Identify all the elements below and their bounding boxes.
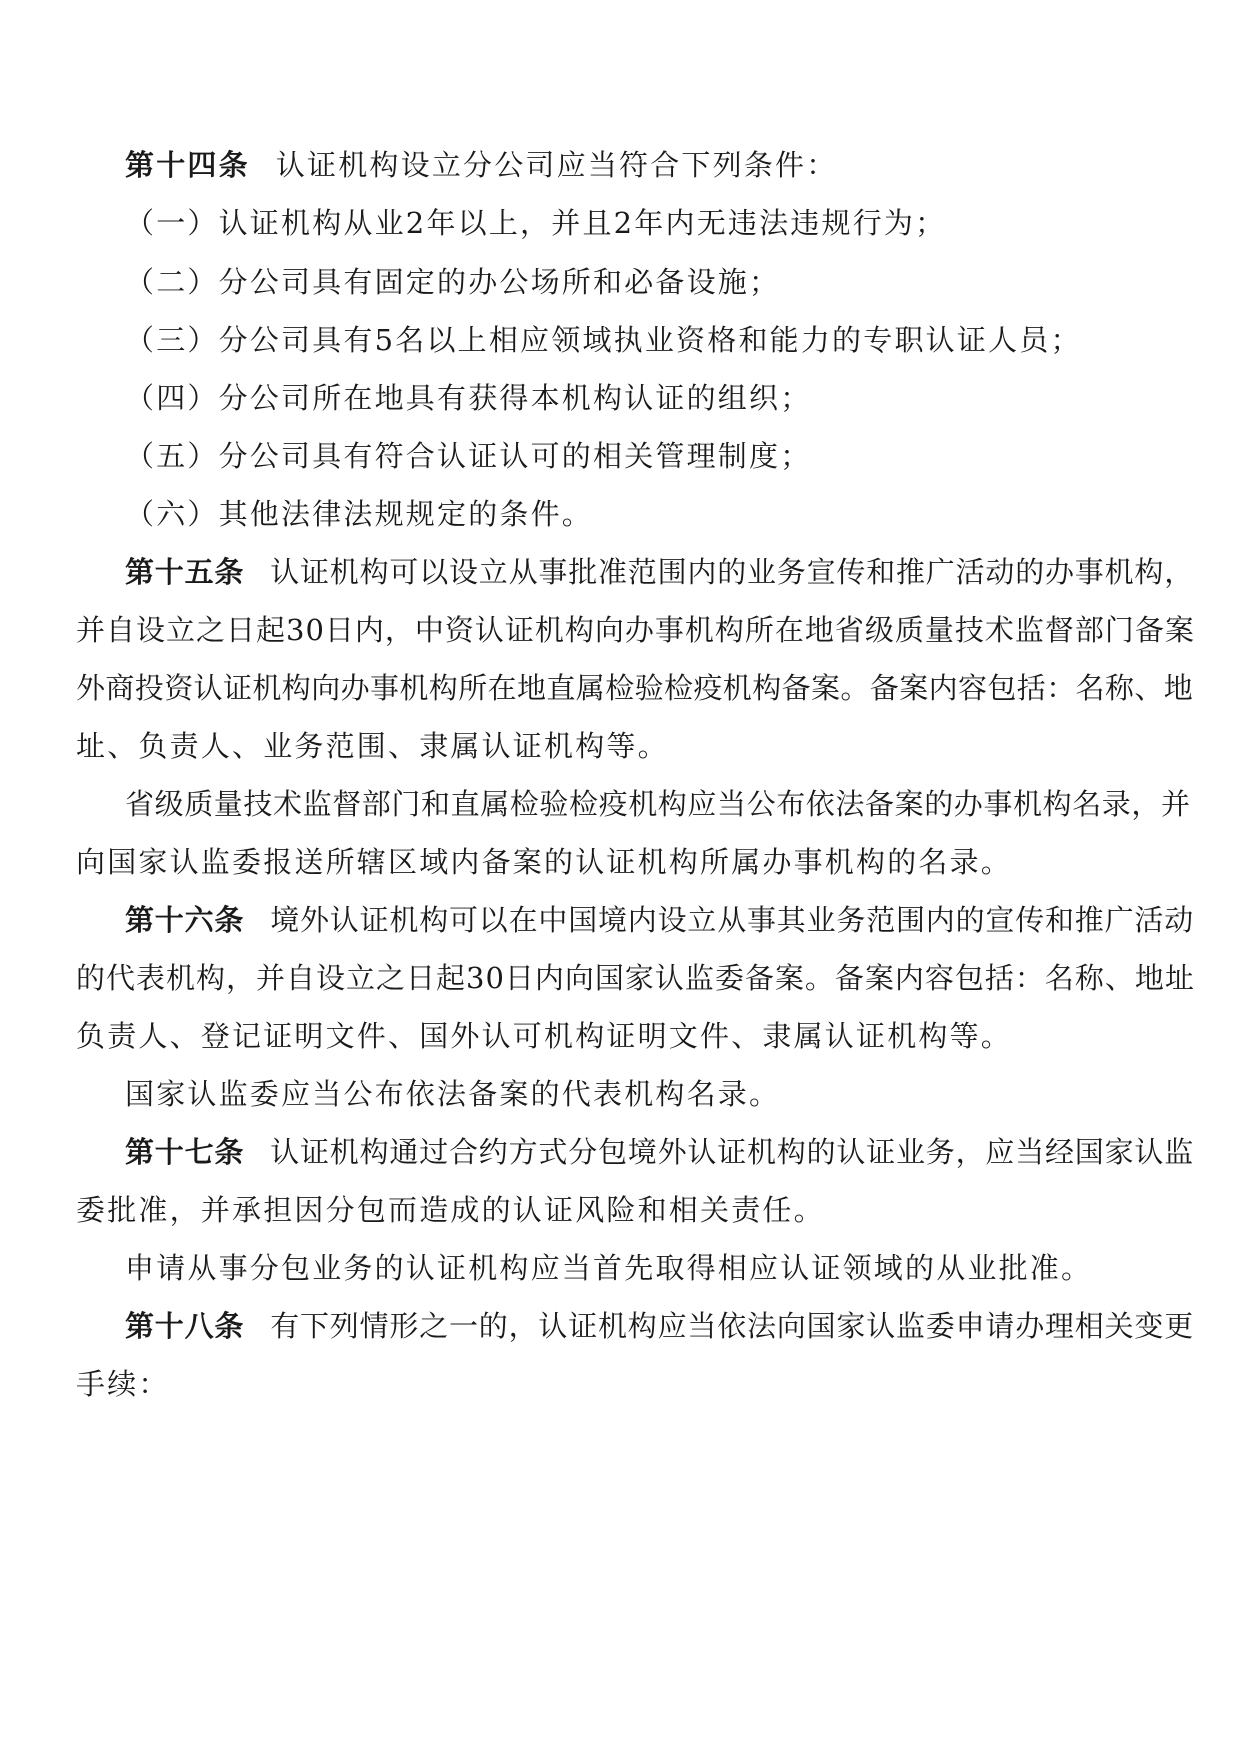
- article-14-item-3: （三）分公司具有5名以上相应领域执业资格和能力的专职认证人员；: [125, 323, 1082, 357]
- article-17-para2: 申请从事分包业务的认证机构应当首先取得相应认证领域的从业批准。: [125, 1251, 1093, 1285]
- article-16-line-2: 的代表机构，并自设立之日起30日内向国家认监委备案。备案内容包括：名称、地址: [76, 961, 1195, 995]
- article-17-heading: 第十七条: [125, 1135, 245, 1169]
- article-17-first-line: [125, 1132, 1194, 1172]
- article-15-line-2: 并自设立之日起30日内，中资认证机构向办事机构所在地省级质量技术监督部门备案: [76, 613, 1195, 647]
- article-15-heading: 第十五条: [125, 555, 245, 589]
- article-16-first-line: [125, 900, 1194, 940]
- article-16-para2: 国家认监委应当公布依法备案的代表机构名录。: [125, 1077, 781, 1111]
- article-17-line-2: 委批准，并承担因分包而造成的认证风险和相关责任。: [76, 1193, 825, 1227]
- article-18-line-2: 手续：: [76, 1367, 170, 1401]
- article-15-line-4: 址、负责人、业务范围、隶属认证机构等。: [76, 729, 669, 763]
- article-15-first-line: [125, 552, 1194, 592]
- article-17-line-1: 认证机构通过合约方式分包境外认证机构的认证业务，应当经国家认监: [270, 1135, 1195, 1169]
- article-15-para2-line-1: 省级质量技术监督部门和直属检验检疫机构应当公布依法备案的办事机构名录，并: [125, 787, 1191, 821]
- article-14-heading: 第十四条: [125, 148, 250, 182]
- article-18-line-1: 有下列情形之一的，认证机构应当依法向国家认监委申请办理相关变更: [270, 1309, 1195, 1343]
- article-18-heading: 第十八条: [125, 1309, 245, 1343]
- article-14-item-5: （五）分公司具有符合认证认可的相关管理制度；: [125, 439, 812, 473]
- article-16-line-3: 负责人、登记证明文件、国外认可机构证明文件、隶属认证机构等。: [76, 1019, 1013, 1053]
- article-14-item-1: （一）认证机构从业2年以上，并且2年内无违法违规行为；: [125, 206, 947, 240]
- article-14-first-line: [125, 145, 837, 185]
- article-15-line-1: 认证机构可以设立从事批准范围内的业务宣传和推广活动的办事机构，: [270, 555, 1195, 589]
- article-15-para2-line-2: 向国家认监委报送所辖区域内备案的认证机构所属办事机构的名录。: [76, 845, 1013, 879]
- article-18-first-line: [125, 1306, 1194, 1346]
- article-16-line-1: 境外认证机构可以在中国境内设立从事其业务范围内的宣传和推广活动: [270, 903, 1195, 937]
- article-14-item-2: （二）分公司具有固定的办公场所和必备设施；: [125, 265, 781, 299]
- article-14-text: 认证机构设立分公司应当符合下列条件：: [275, 148, 838, 182]
- article-14-item-6: （六）其他法律法规规定的条件。: [125, 497, 594, 531]
- article-15-line-3: 外商投资认证机构向办事机构所在地直属检验检疫机构备案。备案内容包括：名称、地: [76, 671, 1194, 705]
- article-16-heading: 第十六条: [125, 903, 245, 937]
- article-14-item-4: （四）分公司所在地具有获得本机构认证的组织；: [125, 381, 812, 415]
